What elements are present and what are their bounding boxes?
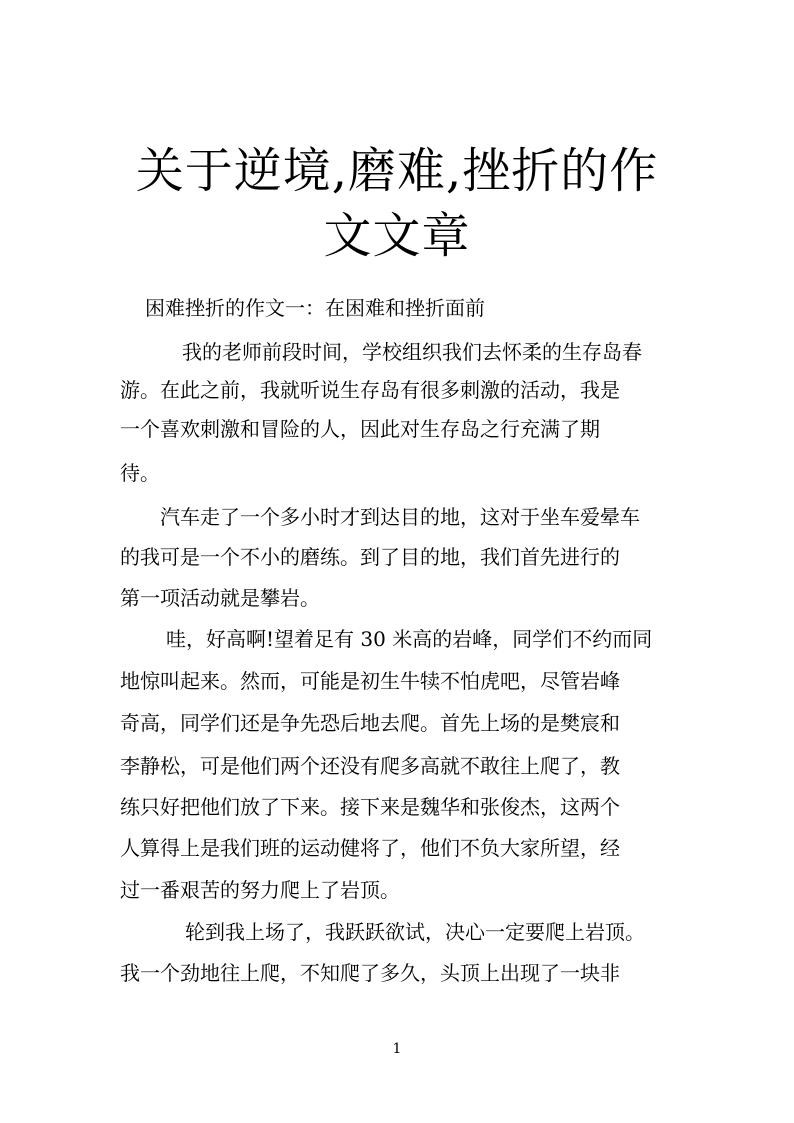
article-subtitle: 困难挫折的作文一：在困难和挫折面前: [145, 296, 485, 320]
paragraph-line: 奇高，同学们还是争先恐后地去爬。首先上场的是樊宸和: [120, 711, 620, 735]
document-title-line-2: 文文章: [323, 208, 471, 264]
paragraph-line: 人算得上是我们班的运动健将了，他们不负大家所望，经: [120, 836, 620, 860]
paragraph-line: 待。: [120, 461, 160, 485]
paragraph-line: 过一番艰苦的努力爬上了岩顶。: [120, 878, 400, 902]
paragraph-line: 我一个劲地往上爬，不知爬了多久，头顶上出现了一块非: [120, 961, 620, 985]
paragraph-line: 汽车走了一个多小时才到达目的地，这对于坐车爱晕车: [160, 505, 640, 529]
paragraph-line: 地惊叫起来。然而，可能是初生牛犊不怕虎吧，尽管岩峰: [120, 669, 620, 693]
paragraph-line: 李静松，可是他们两个还没有爬多高就不敢往上爬了，教: [120, 754, 620, 778]
document-title-line-1: 关于逆境,磨难,挫折的作: [135, 143, 659, 199]
paragraph-line: 练只好把他们放了下来。接下来是魏华和张俊杰，这两个: [120, 795, 620, 819]
paragraph-line: 轮到我上场了，我跃跃欲试，决心一定要爬上岩顶。: [185, 920, 645, 944]
paragraph-line: 一个喜欢刺激和冒险的人，因此对生存岛之行充满了期: [120, 417, 600, 441]
paragraph-line: 的我可是一个不小的磨练。到了目的地，我们首先进行的: [120, 545, 620, 569]
page-number: 1: [392, 1041, 402, 1057]
paragraph-line: 游。在此之前，我就听说生存岛有很多刺激的活动，我是: [120, 378, 620, 402]
paragraph-line: 第一项活动就是攀岩。: [120, 586, 320, 610]
paragraph-line: 哇，好高啊!望着足有 30 米高的岩峰，同学们不约而同: [166, 627, 653, 651]
paragraph-line: 我的老师前段时间，学校组织我们去怀柔的生存岛春: [182, 340, 642, 364]
